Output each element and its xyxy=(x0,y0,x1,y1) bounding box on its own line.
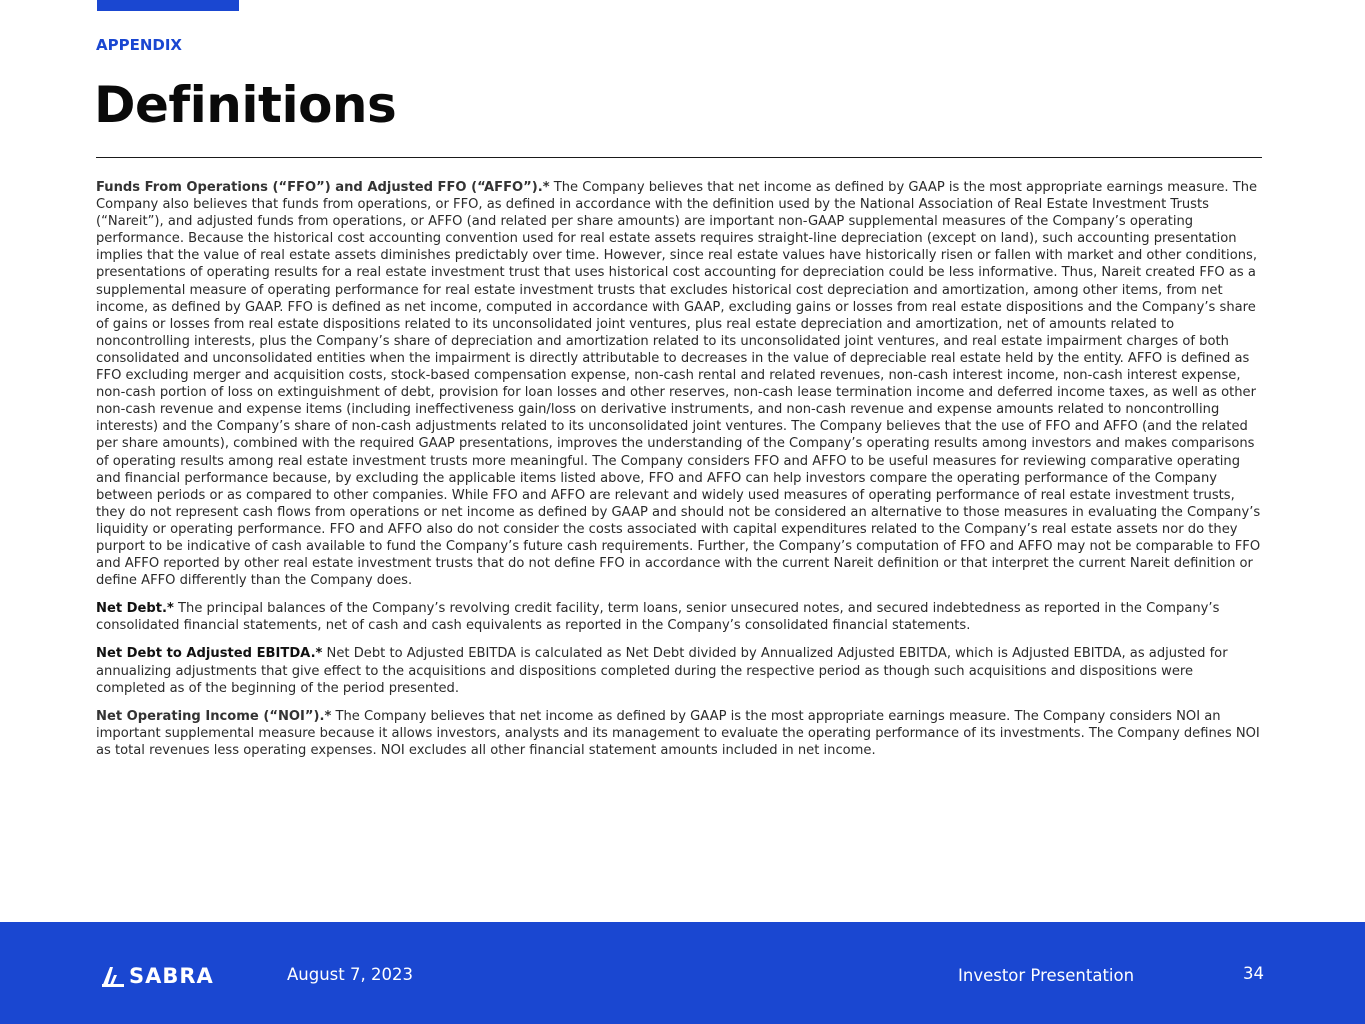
definition-net-debt xyxy=(96,600,1262,634)
definition-term: Net Debt.* xyxy=(96,601,174,617)
footer-date: August 7, 2023 xyxy=(287,965,413,984)
definition-net-debt-to-adjusted-ebitda xyxy=(96,645,1262,696)
top-accent-bar xyxy=(97,0,239,11)
sabra-logo-mark-icon xyxy=(100,963,126,989)
section-label: APPENDIX xyxy=(96,36,182,54)
definition-term: Funds From Operations (“FFO”) and Adjusted FFO (“AFFO”).* xyxy=(96,180,550,195)
definition-noi xyxy=(96,708,1262,759)
definition-text: The Company believes that net income as defined by GAAP is the most appropriate earnings measure. The Company considers NOI an important supplemental measure because it allows investors, analysts and its management to evaluate the operating performance of its investments. The Company defines NOI as total revenues less operating expenses. NOI excludes all other financial statement amounts included in net income. xyxy=(96,708,1260,758)
definition-text: The Company believes that net income as defined by GAAP is the most appropriate earnings measure. The Company also believes that funds from operations, or FFO, as defined in accordance with the definition used by the National Association of Real Estate Investment Trusts (“Nareit”), and adjusted funds from operations, or AFFO (and related per share amounts) are important non-GAAP supplemental measures of the Company’s operating performance. Because the historical cost accounting convention used for real estate assets requires straight-line depreciation (except on land), such accounting presentation implies that the value of real estate assets diminishes predictably over time. However, since real estate values have historically risen or fallen with market and other conditions, presentations of operating results for a real estate investment trust that uses historical cost accounting for depreciation could be less informative. Thus, Nareit created FFO as a supplemental measure of operating performance for real estate investment trusts that excludes historical cost depreciation and amortization, among other items, from net income, as defined by GAAP. FFO is defined as net income, computed in accordance with GAAP, excluding gains or losses from real estate dispositions and the Company’s share of gains or losses from real estate dispositions related to its unconsolidated joint ventures, plus real estate depreciation and amortization, net of amounts related to noncontrolling interests, plus the Company’s share of depreciation and amortization related to its unconsolidated joint ventures, and real estate impairment charges of both consolidated and unconsolidated entities when the impairment is directly attributable to decreases in the value of depreciable real estate held by the entity. AFFO is defined as FFO excluding merger and acquisition costs, stock-based compensation expense, non-cash rental and related revenues, non-cash interest income, non-cash interest expense, non-cash portion of loss on extinguishment of debt, provision for loan losses and other reserves, non-cash lease termination income and deferred income taxes, as well as other non-cash revenue and expense items (including ineffectiveness gain/loss on derivative instruments, and non-cash revenue and expense amounts related to noncontrolling interests) and the Company’s share of non-cash adjustments related to its unconsolidated joint ventures. The Company believes that the use of FFO and AFFO (and the related per share amounts), combined with the required GAAP presentations, improves the understanding of the Company’s operating results among investors and makes comparisons of operating results among real estate investment trusts more meaningful. The Company considers FFO and AFFO to be useful measures for reviewing comparative operating and financial performance because, by excluding the applicable items listed above, FFO and AFFO can help investors compare the operating performance of the Company between periods or as compared to other companies. While FFO and AFFO are relevant and widely used measures of operating performance of real estate investment trusts, they do not represent cash flows from operations or net income as defined by GAAP and should not be considered an alternative to those measures in evaluating the Company’s liquidity or operating performance. FFO and AFFO also do not consider the costs associated with capital expenditures related to the Company’s real estate assets nor do they purport to be indicative of cash available to fund the Company’s future cash requirements. Further, the Company’s computation of FFO and AFFO may not be comparable to FFO and AFFO reported by other real estate investment trusts that do not define FFO in accordance with the current Nareit definition or that interpret the current Nareit definition or define AFFO differently than the Company does. xyxy=(96,180,1261,589)
logo-wordmark: SABRA xyxy=(129,964,214,988)
definition-text: The principal balances of the Company’s revolving credit facility, term loans, senior unsecured notes, and secured indebtedness as reported in the Company’s consolidated financial statements, net of cash and cash equivalents as reported in the Company’s consolidated financial statements. xyxy=(96,601,1220,634)
definition-term: Net Operating Income (“NOI”).* xyxy=(96,708,332,724)
page-number: 34 xyxy=(1243,964,1264,983)
footer-title: Investor Presentation xyxy=(958,966,1135,985)
sabra-logo xyxy=(100,962,214,990)
definitions-body xyxy=(96,179,1262,770)
definition-ffo-affo xyxy=(96,179,1262,589)
footer-bar xyxy=(0,922,1365,1024)
title-divider xyxy=(96,157,1262,158)
definition-term: Net Debt to Adjusted EBITDA.* xyxy=(96,646,323,662)
page-title: Definitions xyxy=(94,76,397,134)
definition-text: Net Debt to Adjusted EBITDA is calculated as Net Debt divided by Annualized Adjusted EBITDA, which is Adjusted EBITDA, as adjusted for annualizing adjustments that give effect to the acquisitions and dispositions completed during the respective period as though such acquisitions and dispositions were completed as of the beginning of the period presented. xyxy=(96,646,1228,696)
